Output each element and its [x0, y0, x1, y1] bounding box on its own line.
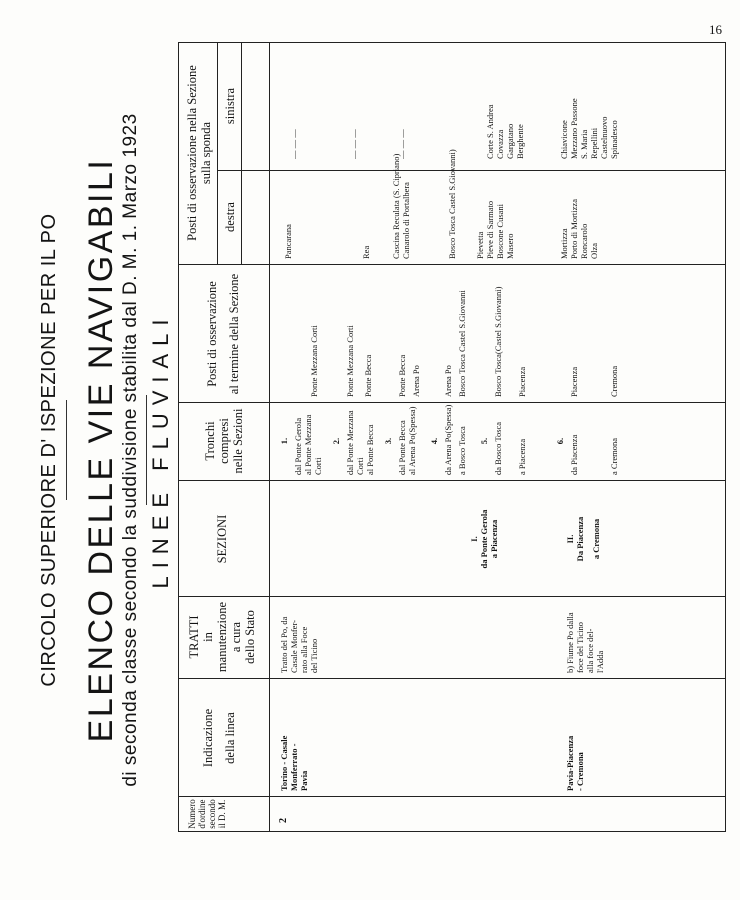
section-heading: LINEE FLUVIALI — [148, 311, 173, 589]
sinistra-stations: Corte S. Andrea Covazza Gargatano Berghente — [485, 104, 525, 159]
termine-station: Ponte Mezzana Corti Ponte Becca — [345, 325, 373, 397]
col-header-sponda: Posti di osservazione nella Sezione sulla sponda — [185, 65, 213, 241]
tronco-number: 6. — [555, 437, 565, 445]
termine-station: Ponte Mezzana Corti — [309, 325, 319, 397]
tronco-description: da Piacenza a Cremona — [569, 434, 619, 475]
tronco-number: 4. — [429, 437, 439, 445]
termine-station: Bosco Tosca(Castel S.Giovanni) Piacenza — [493, 286, 527, 397]
termine-station: Ponte Becca Arena Po — [397, 354, 421, 397]
destra-stations: Pievetta Pieve di Sarmato Boscone Cusani Masero — [475, 200, 515, 259]
destra-stations: Mortizza Porto di Mortizza Roncarolo Olza — [559, 199, 599, 259]
navigable-routes-table — [178, 42, 726, 832]
destra-stations: Cascina Reculata (S. Cipriano) Canarolo di Portalbera — [391, 153, 411, 259]
tronco-number: 3. — [383, 437, 393, 445]
tronco-description: dal Ponte Mezzana Corti al Ponte Becca — [345, 410, 375, 475]
destra-stations: Rea — [361, 245, 371, 259]
page-number: 16 — [709, 22, 722, 37]
page-subtitle: di seconda classe secondo la suddivisione stabilita dal D. M. 1. Marzo 1923 — [120, 113, 141, 787]
row-linea: Pavia-Piacenza - Cremona — [565, 735, 585, 791]
col-line — [179, 264, 725, 265]
tronco-description: da Bosco Tosca a Piacenza — [493, 421, 527, 475]
row-tratto: Tratto del Po, da Casale Monfer- rato alla Foce del Ticino — [279, 616, 319, 673]
tronco-number: 5. — [479, 437, 489, 445]
row-sezione: I. da Ponte Gerola a Piacenza — [469, 509, 499, 569]
col-line — [179, 796, 725, 797]
row-numero: 2 — [278, 818, 289, 823]
tronco-description: dal Ponte Becca al Arena Po(Spessa) — [397, 406, 417, 475]
row-sezione: II. Da Piacenza a Cremona — [565, 516, 601, 562]
sinistra-stations: Chiavicone Mezzano Passone S. Maria Repellini Castelnuovo Spinadesco — [559, 98, 619, 159]
col-line — [179, 480, 725, 481]
destra-stations: Pancarana — [283, 224, 293, 259]
sponda-rule — [217, 43, 218, 265]
row-linea: Torino - Casale Monferrato - Pavia — [279, 735, 309, 791]
destra-term-note: Bosco Tosca Castel S.Giovanni) — [447, 149, 457, 259]
sinistra-stations: — — — — [397, 129, 407, 159]
tronco-number: 1. — [279, 437, 289, 445]
col-header-sezioni: SEZIONI — [215, 514, 229, 564]
termine-station: Piacenza Cremona — [569, 365, 619, 397]
col-header-destra: destra — [223, 202, 237, 232]
col-header-numero: Numero d'ordine secondo il D. M. — [187, 799, 227, 829]
col-header-tronchi: Tronchi compresi nelle Sezioni — [203, 408, 245, 474]
page-title: ELENCO DELLE VIE NAVIGABILI — [82, 157, 120, 743]
sinistra-stations: — — — — [349, 129, 359, 159]
col-header-sinistra: sinistra — [223, 87, 237, 125]
col-line — [179, 402, 725, 403]
heading-rule — [66, 400, 67, 500]
col-line — [217, 170, 725, 171]
subtitle-rule — [146, 395, 147, 505]
termine-station: Arena Po Bosco Tosca Castel S.Giovanni — [443, 290, 467, 397]
sponda-sub-rule — [241, 43, 242, 265]
circolo-heading: CIRCOLO SUPERIORE D' ISPEZIONE PER IL PO — [38, 213, 60, 687]
col-header-termine: Posti di osservazione al termine della Sezione — [205, 273, 241, 395]
col-header-tratti: TRATTI in manutenzione a cura dello Stato — [187, 601, 257, 673]
tronco-description: da Arena Po(Spessa) a Bosco Tosca — [443, 404, 467, 475]
col-line — [179, 678, 725, 679]
col-header-linea: Indicazione della linea — [201, 708, 237, 768]
tronco-description: dal Ponte Gerola al Ponte Mezzana Corti — [293, 414, 323, 475]
sinistra-stations: — — — — [289, 129, 299, 159]
row-tratto: b) Fiume Po dalla foce del Ticino alla foce del- l'Adda — [565, 612, 605, 673]
col-line — [179, 596, 725, 597]
header-rule — [269, 43, 270, 831]
tronco-number: 2. — [331, 437, 341, 445]
